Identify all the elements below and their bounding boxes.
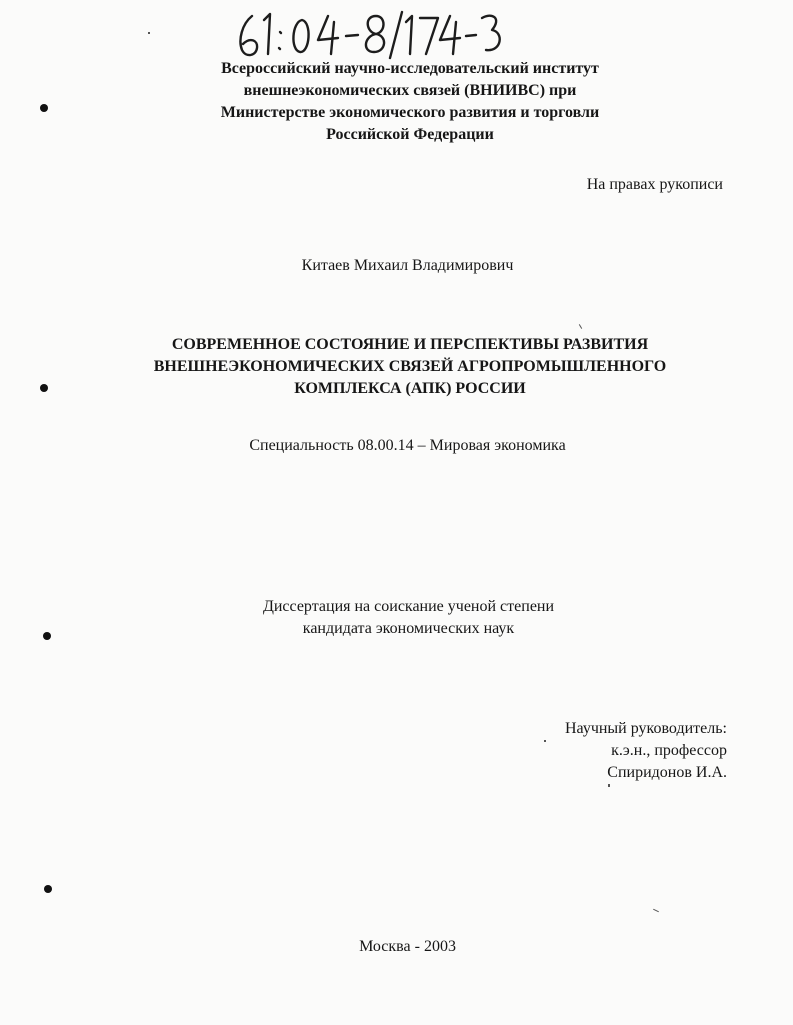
degree-statement	[0, 596, 793, 640]
title-line: СОВРЕМЕННОЕ СОСТОЯНИЕ И ПЕРСПЕКТИВЫ РАЗВИТИЯ	[171, 336, 649, 353]
author-name: Китаев Михаил Владимирович	[301, 257, 514, 274]
institute-line: внешнеэкономических связей (ВНИИВС) при	[243, 82, 577, 99]
scan-speck	[653, 909, 659, 912]
city-year: Москва - 2003	[359, 938, 456, 955]
scan-speck	[148, 32, 150, 34]
binding-hole-mark	[40, 384, 48, 392]
specialty-line: Специальность 08.00.14 – Мировая экономика	[249, 437, 566, 454]
handwriting-drawing	[230, 6, 510, 64]
title-line: КОМПЛЕКСА (АПК) РОССИИ	[294, 380, 526, 397]
title-line: ВНЕШНЕЭКОНОМИЧЕСКИХ СВЯЗЕЙ АГРОПРОМЫШЛЕННОГО	[153, 358, 667, 375]
scan-speck	[608, 784, 610, 787]
supervisor-name: Спиридонов И.А.	[607, 764, 727, 781]
binding-hole-mark	[40, 104, 48, 112]
supervisor-degree: к.э.н., профессор	[611, 742, 727, 759]
scan-speck	[544, 740, 546, 742]
institute-line: Всероссийский научно-исследовательский институт	[221, 60, 599, 77]
scan-speck	[579, 324, 582, 329]
supervisor-block	[565, 718, 727, 784]
institute-line: Министерстве экономического развития и торговли	[220, 104, 600, 121]
supervisor-label: Научный руководитель:	[564, 720, 727, 737]
binding-hole-mark	[44, 885, 52, 893]
degree-line: Диссертация на соискание ученой степени	[262, 598, 555, 615]
rights-note: На правах рукописи	[586, 176, 723, 193]
degree-line: кандидата экономических наук	[302, 620, 515, 637]
institute-name	[110, 58, 710, 146]
institute-line: Российской Федерации	[326, 126, 494, 143]
dissertation-title	[60, 334, 760, 400]
binding-hole-mark	[43, 632, 51, 640]
archive-stamp-handwritten	[230, 6, 510, 64]
